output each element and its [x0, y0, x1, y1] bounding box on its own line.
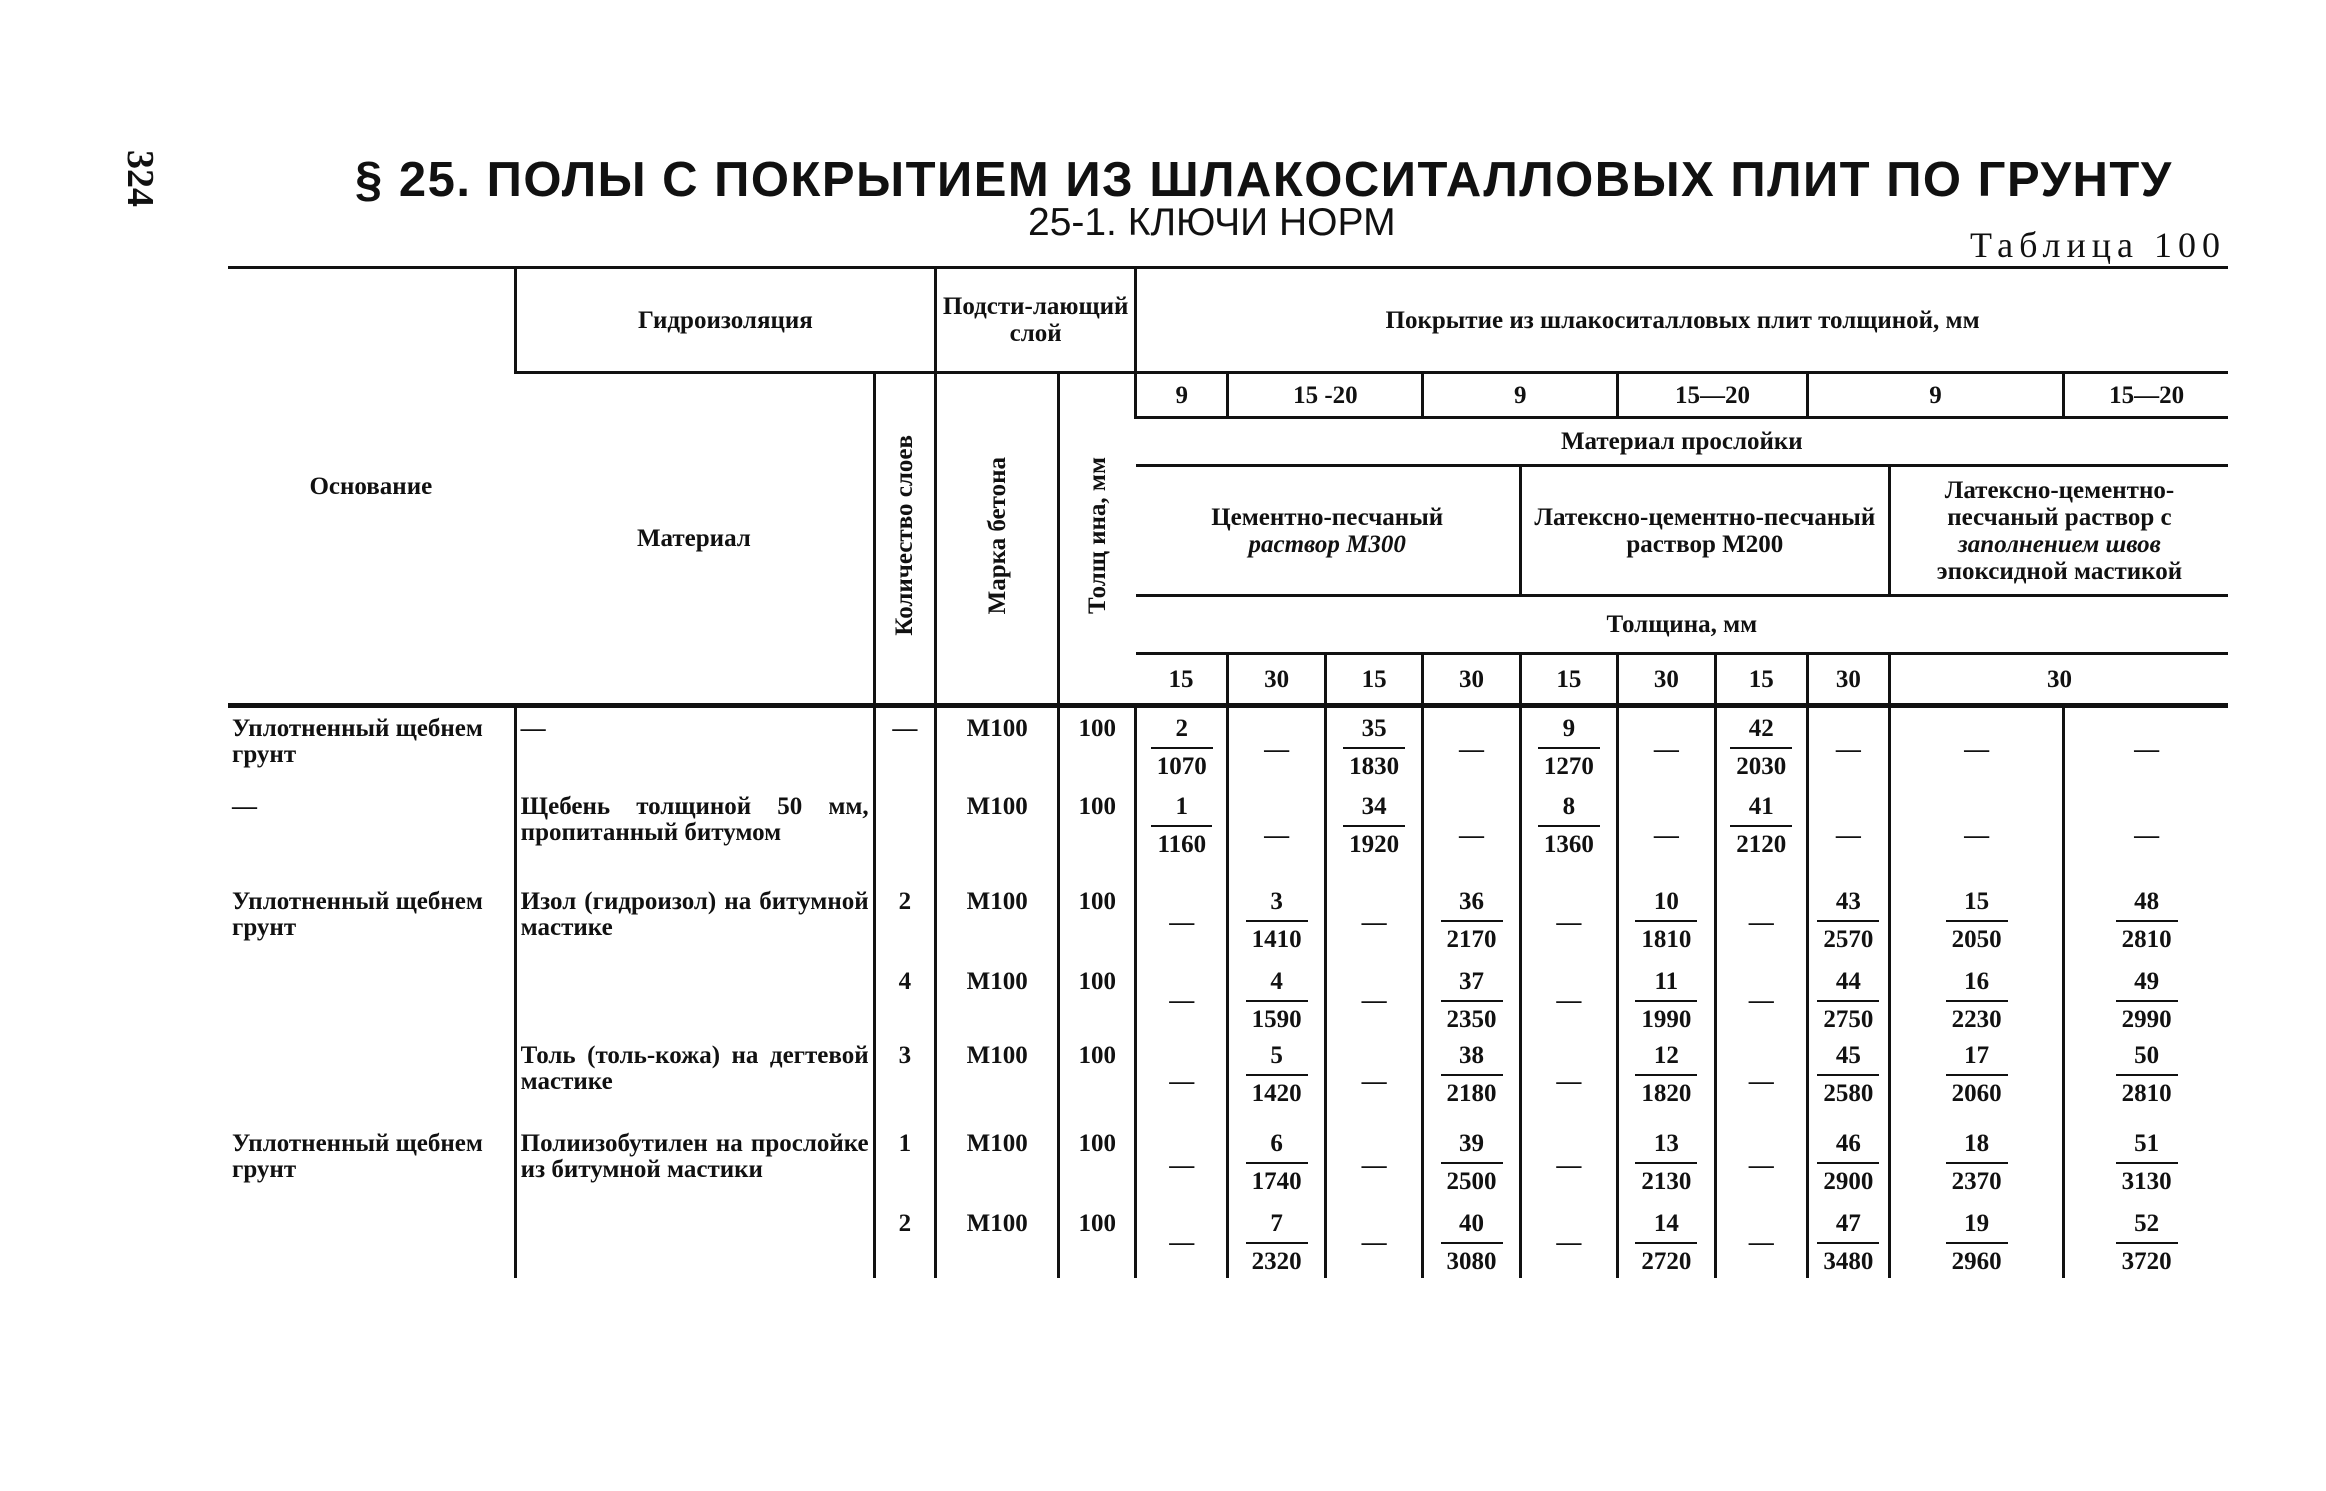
norm-value: 1360 [1543, 830, 1594, 858]
norm-fraction [1730, 716, 1792, 781]
norm-fraction [1441, 1043, 1503, 1108]
norm-value: 1990 [1641, 1005, 1692, 1033]
cell-norm-key [1228, 881, 1325, 961]
norm-number: 38 [1441, 1043, 1503, 1076]
cell-norm-key: — [2064, 786, 2228, 881]
cell-norm-key [1228, 1123, 1325, 1203]
cell-norm-key: — [1520, 1035, 1617, 1123]
cell-sloi: 2 [874, 1203, 936, 1278]
cell-norm-key [1228, 961, 1325, 1036]
norm-fraction [1817, 1211, 1879, 1276]
norm-number: 5 [1246, 1043, 1308, 1076]
norm-number: 41 [1730, 794, 1792, 827]
norm-fraction [1441, 889, 1503, 954]
norm-fraction [2116, 1211, 2178, 1276]
header-kolichestvo-sloev: Количество слоев [874, 373, 936, 706]
cell-osnovanie: — [232, 792, 257, 820]
norm-fraction [1246, 1043, 1308, 1108]
norm-fraction [1441, 1211, 1503, 1276]
cell-sloi: 4 [874, 961, 936, 1036]
layer-thickness: 30 [1228, 654, 1325, 706]
header-material-prosloyki: Материал прослойки [1136, 418, 2228, 466]
plate-thickness-3: 9 [1423, 373, 1618, 418]
cell-norm-key [2064, 881, 2228, 961]
layer-thickness: 30 [1618, 654, 1715, 706]
cell-marka: М100 [936, 1203, 1059, 1278]
norm-value: 2120 [1736, 830, 1787, 858]
norm-value: 2750 [1823, 1005, 1874, 1033]
cell-norm-key [2064, 1035, 2228, 1123]
norm-number: 47 [1817, 1211, 1879, 1244]
norm-number: 50 [2116, 1043, 2178, 1076]
norm-fraction [1946, 1131, 2008, 1196]
cell-tolshchina: 100 [1059, 1123, 1136, 1203]
norm-number: 1 [1151, 794, 1212, 827]
norm-number: 3 [1246, 889, 1308, 922]
norm-value: 2370 [1951, 1168, 2002, 1196]
cell-material: Полиизобутилен на прослойке из битумной мастики [515, 1123, 874, 1203]
norm-value: 3720 [2121, 1248, 2172, 1276]
table-body [228, 706, 2228, 1278]
cell-norm-key: — [1423, 786, 1520, 881]
cell-norm-key [2064, 1123, 2228, 1203]
norm-fraction [1246, 969, 1308, 1034]
norm-number: 10 [1635, 889, 1697, 922]
cell-sloi: 2 [874, 881, 936, 961]
cell-norm-key [1423, 1035, 1520, 1123]
norm-value: 2320 [1251, 1248, 1302, 1276]
cell-osnovanie [228, 961, 515, 1036]
table-row [228, 786, 2228, 881]
norm-fraction [1441, 1131, 1503, 1196]
header-podstilayushchiy: Подсти-лающий слой [936, 268, 1136, 373]
header-gidroizolyatsiya: Гидроизоляция [515, 268, 936, 373]
norm-number: 13 [1635, 1131, 1697, 1164]
cell-norm-key: — [2064, 706, 2228, 786]
norm-value: 1820 [1641, 1080, 1692, 1108]
norm-number: 35 [1343, 716, 1405, 749]
norms-table [228, 266, 2228, 1278]
layer-thickness: 30 [1807, 654, 1889, 706]
norm-fraction [1946, 889, 2008, 954]
cell-marka: М100 [936, 881, 1059, 961]
cell-sloi: 3 [874, 1035, 936, 1123]
norm-value: 2900 [1823, 1168, 1874, 1196]
norm-value: 1160 [1157, 830, 1207, 858]
cell-norm-key: — [1807, 706, 1889, 786]
norm-fraction [1343, 716, 1405, 781]
cell-norm-key [1325, 706, 1422, 786]
layer-thickness: 15 [1136, 654, 1228, 706]
norm-number: 39 [1441, 1131, 1503, 1164]
cell-norm-key [1423, 881, 1520, 961]
norm-number: 8 [1538, 794, 1600, 827]
layer-thickness: 15 [1715, 654, 1807, 706]
norm-fraction [1151, 794, 1212, 859]
norm-number: 45 [1817, 1043, 1879, 1076]
cell-norm-key [2064, 961, 2228, 1036]
cell-osnovanie: Уплотненный щебнем грунт [232, 1130, 483, 1184]
cell-norm-key [1889, 1123, 2063, 1203]
norm-fraction [1538, 794, 1600, 859]
norm-fraction [2116, 889, 2178, 954]
table-row [228, 706, 2228, 786]
norm-number: 12 [1635, 1043, 1697, 1076]
cell-osnovanie [228, 1035, 515, 1123]
layer-thickness: 30 [1889, 654, 2228, 706]
header-osnovanie: Основание [228, 268, 515, 706]
norm-number: 36 [1441, 889, 1503, 922]
cell-norm-key: — [1136, 961, 1228, 1036]
norm-number: 51 [2116, 1131, 2178, 1164]
norm-value: 2720 [1641, 1248, 1692, 1276]
cell-norm-key: — [1618, 786, 1715, 881]
cell-norm-key: — [1325, 881, 1422, 961]
norm-number: 34 [1343, 794, 1405, 827]
norm-fraction [1817, 1131, 1879, 1196]
cell-norm-key: — [1520, 961, 1617, 1036]
cell-norm-key [1618, 1203, 1715, 1278]
norm-number: 16 [1946, 969, 2008, 1002]
cell-marka: М100 [936, 961, 1059, 1036]
norm-fraction [1946, 1211, 2008, 1276]
header-pokrytie: Покрытие из шлакоситалловых плит толщиной, мм [1136, 268, 2228, 373]
norm-value: 1270 [1543, 753, 1594, 781]
section-subtitle: 25-1. КЛЮЧИ НОРМ [1028, 201, 1396, 244]
norm-value: 2130 [1641, 1168, 1692, 1196]
norm-value: 1830 [1349, 753, 1400, 781]
plate-thickness-4: 15—20 [1618, 373, 1808, 418]
norm-value: 2050 [1951, 925, 2002, 953]
cell-norm-key [1807, 1203, 1889, 1278]
cell-norm-key [1889, 1203, 2063, 1278]
cell-norm-key [1423, 1203, 1520, 1278]
table-row [228, 1123, 2228, 1203]
norm-fraction [1635, 1043, 1697, 1108]
norm-value: 1410 [1251, 925, 1302, 953]
section-title: § 25. ПОЛЫ С ПОКРЫТИЕМ ИЗ ШЛАКОСИТАЛЛОВЫХ ПЛИТ ПО ГРУНТУ [355, 153, 2173, 207]
norm-value: 3080 [1446, 1248, 1497, 1276]
cell-material: Толь (толь-кожа) на дегтевой мастике [515, 1035, 874, 1123]
norm-fraction [2116, 969, 2178, 1034]
table-row [228, 881, 2228, 961]
cell-material: — [515, 706, 874, 786]
cell-norm-key: — [1715, 1123, 1807, 1203]
norm-fraction [2116, 1131, 2178, 1196]
norm-value: 1920 [1349, 830, 1400, 858]
cell-norm-key [1807, 881, 1889, 961]
cell-marka: М100 [936, 786, 1059, 881]
cell-material: Изол (гидроизол) на битумной мастике [515, 881, 874, 961]
norm-fraction [1538, 716, 1600, 781]
norm-number: 4 [1246, 969, 1308, 1002]
cell-osnovanie [228, 1203, 515, 1278]
norm-number: 2 [1151, 716, 1213, 749]
cell-norm-key: — [1136, 881, 1228, 961]
norm-number: 7 [1246, 1211, 1308, 1244]
cell-norm-key [1889, 1035, 2063, 1123]
norm-value: 2170 [1446, 925, 1497, 953]
cell-tolshchina: 100 [1059, 786, 1136, 881]
cell-norm-key: — [1889, 706, 2063, 786]
cell-marka: М100 [936, 1035, 1059, 1123]
cell-norm-key: — [1136, 1203, 1228, 1278]
cell-norm-key: — [1715, 1035, 1807, 1123]
cell-tolshchina: 100 [1059, 706, 1136, 786]
cell-norm-key: — [1715, 961, 1807, 1036]
norm-number: 37 [1441, 969, 1503, 1002]
cell-tolshchina: 100 [1059, 961, 1136, 1036]
cell-norm-key [1618, 1123, 1715, 1203]
cell-norm-key: — [1520, 881, 1617, 961]
cell-osnovanie: Уплотненный щебнем грунт [232, 887, 483, 941]
cell-norm-key: — [1889, 786, 2063, 881]
cell-norm-key [2064, 1203, 2228, 1278]
norm-value: 2810 [2121, 925, 2172, 953]
table-row [228, 1203, 2228, 1278]
norm-fraction [1151, 716, 1213, 781]
cell-norm-key [1423, 1123, 1520, 1203]
norm-value: 2230 [1951, 1005, 2002, 1033]
cell-norm-key [1618, 881, 1715, 961]
norm-value: 1420 [1251, 1080, 1302, 1108]
cell-norm-key [1136, 786, 1228, 881]
cell-norm-key [1618, 961, 1715, 1036]
norm-fraction [2116, 1043, 2178, 1108]
norm-value: 2580 [1823, 1080, 1874, 1108]
cell-marka: М100 [936, 1123, 1059, 1203]
cell-norm-key [1889, 961, 2063, 1036]
cell-sloi: — [874, 706, 936, 786]
norm-fraction [1635, 1131, 1697, 1196]
cell-norm-key: — [1136, 1035, 1228, 1123]
header-material: Материал [515, 373, 874, 706]
norm-fraction [1441, 969, 1503, 1034]
header-marka-betona: Марка бетона [936, 373, 1059, 706]
norm-value: 2500 [1446, 1168, 1497, 1196]
cell-norm-key [1715, 786, 1807, 881]
cell-material [515, 1203, 874, 1278]
norm-number: 11 [1635, 969, 1697, 1002]
cell-norm-key [1715, 706, 1807, 786]
norm-fraction [1817, 969, 1879, 1034]
norm-value: 2030 [1736, 753, 1787, 781]
plate-thickness-5: 9 [1807, 373, 2063, 418]
norm-fraction [1817, 1043, 1879, 1108]
norm-value: 1590 [1251, 1005, 1302, 1033]
cell-norm-key: — [1520, 1123, 1617, 1203]
cell-norm-key [1136, 706, 1228, 786]
norm-fraction [1246, 1211, 1308, 1276]
layer-thickness: 30 [1423, 654, 1520, 706]
header-sloi-cement: Цементно-песчаный раствор М300 [1136, 466, 1521, 596]
cell-norm-key: — [1520, 1203, 1617, 1278]
norm-value: 2960 [1951, 1248, 2002, 1276]
norm-fraction [1246, 1131, 1308, 1196]
norm-number: 6 [1246, 1131, 1308, 1164]
header-tolshchina-mm: Толщ ина, мм [1059, 373, 1136, 706]
norm-number: 19 [1946, 1211, 2008, 1244]
norm-fraction [1635, 969, 1697, 1034]
norm-number: 42 [1730, 716, 1792, 749]
cell-norm-key [1228, 1203, 1325, 1278]
norm-fraction [1730, 794, 1792, 859]
norm-number: 52 [2116, 1211, 2178, 1244]
table-row [228, 1035, 2228, 1123]
norm-value: 2810 [2121, 1080, 2172, 1108]
layer-thickness: 15 [1520, 654, 1617, 706]
plate-thickness-1: 9 [1136, 373, 1228, 418]
cell-norm-key: — [1807, 786, 1889, 881]
norm-fraction [1817, 889, 1879, 954]
cell-norm-key [1228, 1035, 1325, 1123]
page-number: 324 [119, 150, 161, 207]
norm-value: 2570 [1823, 925, 1874, 953]
norm-number: 9 [1538, 716, 1600, 749]
cell-norm-key [1889, 881, 2063, 961]
plate-thickness-6: 15—20 [2064, 373, 2228, 418]
norm-fraction [1246, 889, 1308, 954]
norm-fraction [1635, 1211, 1697, 1276]
norm-number: 44 [1817, 969, 1879, 1002]
norm-fraction [1946, 969, 2008, 1034]
norm-fraction [1635, 889, 1697, 954]
header-sloi-latex: Латексно-цементно-песчаный раствор М200 [1520, 466, 1889, 596]
plate-thickness-2: 15 -20 [1228, 373, 1423, 418]
norm-number: 14 [1635, 1211, 1697, 1244]
cell-marka: М100 [936, 706, 1059, 786]
norm-value: 2350 [1446, 1005, 1497, 1033]
norm-number: 46 [1817, 1131, 1879, 1164]
cell-norm-key [1520, 786, 1617, 881]
norm-number: 18 [1946, 1131, 2008, 1164]
header-tolshchina: Толщина, мм [1136, 596, 2228, 654]
cell-norm-key [1325, 786, 1422, 881]
cell-norm-key: — [1715, 881, 1807, 961]
table-label: Таблица 100 [1970, 225, 2226, 265]
cell-material [515, 961, 874, 1036]
norm-number: 15 [1946, 889, 2008, 922]
norm-number: 48 [2116, 889, 2178, 922]
norm-value: 2180 [1446, 1080, 1497, 1108]
cell-norm-key: — [1228, 706, 1325, 786]
cell-norm-key: — [1325, 1123, 1422, 1203]
cell-tolshchina: 100 [1059, 881, 1136, 961]
cell-norm-key: — [1618, 706, 1715, 786]
cell-sloi: 1 [874, 1123, 936, 1203]
cell-norm-key [1618, 1035, 1715, 1123]
norm-value: 3130 [2121, 1168, 2172, 1196]
norm-number: 43 [1817, 889, 1879, 922]
cell-osnovanie: Уплотненный щебнем грунт [228, 706, 515, 786]
norm-fraction [1343, 794, 1405, 859]
cell-norm-key: — [1325, 961, 1422, 1036]
norm-value: 1810 [1641, 925, 1692, 953]
norm-value: 1070 [1156, 753, 1207, 781]
cell-norm-key [1807, 1035, 1889, 1123]
cell-norm-key: — [1423, 706, 1520, 786]
table-row [228, 961, 2228, 1036]
norm-number: 40 [1441, 1211, 1503, 1244]
cell-norm-key: — [1136, 1123, 1228, 1203]
cell-norm-key [1520, 706, 1617, 786]
cell-norm-key: — [1228, 786, 1325, 881]
cell-norm-key: — [1715, 1203, 1807, 1278]
cell-sloi [874, 786, 936, 881]
norm-value: 3480 [1823, 1248, 1874, 1276]
cell-tolshchina: 100 [1059, 1035, 1136, 1123]
cell-norm-key [1807, 1123, 1889, 1203]
cell-norm-key [1807, 961, 1889, 1036]
norm-value: 2990 [2121, 1005, 2172, 1033]
norm-number: 17 [1946, 1043, 2008, 1076]
norm-number: 49 [2116, 969, 2178, 1002]
cell-material: Щебень толщиной 50 мм, пропитанный битумом [515, 786, 874, 881]
header-sloi-latex-epoxy: Латексно-цементно-песчаный раствор с заполнением швов эпоксидной мастикой [1889, 466, 2228, 596]
cell-norm-key [1423, 961, 1520, 1036]
layer-thickness: 15 [1325, 654, 1422, 706]
cell-tolshchina: 100 [1059, 1203, 1136, 1278]
norm-fraction [1946, 1043, 2008, 1108]
norm-value: 1740 [1251, 1168, 1302, 1196]
norm-value: 2060 [1951, 1080, 2002, 1108]
cell-norm-key: — [1325, 1203, 1422, 1278]
cell-norm-key: — [1325, 1035, 1422, 1123]
